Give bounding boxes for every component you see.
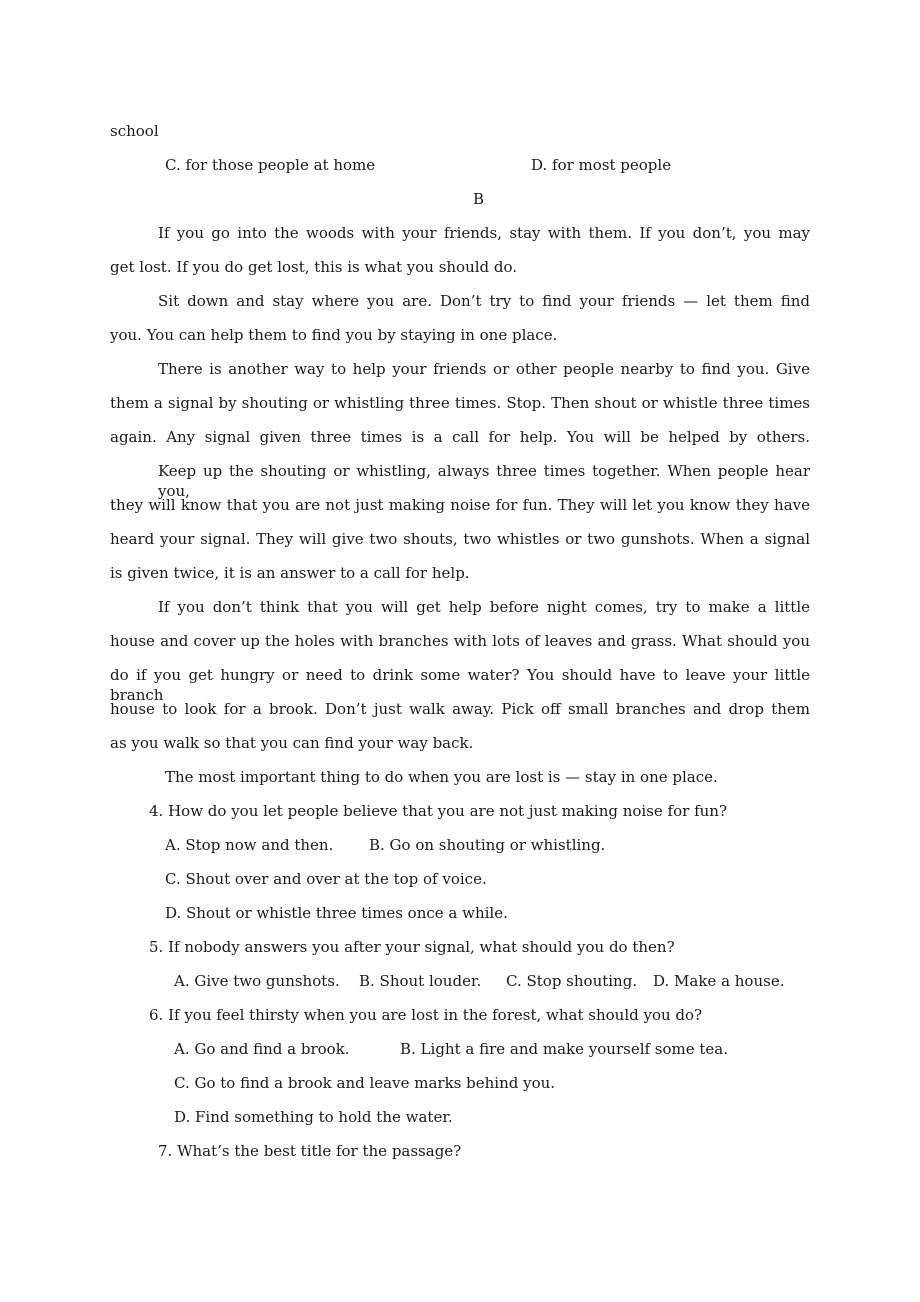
section-label: B [473,190,485,208]
passage-line: do if you get hungry or need to drink some water? You should have to leave your little branch [110,666,810,704]
q6-option-b: B. Light a fire and make yourself some tea. [400,1040,729,1058]
q5-option-a: A. Give two gunshots. [174,972,340,990]
passage-line: them a signal by shouting or whistling three times. Stop. Then shout or whistle three times [110,394,810,412]
q4-option-a: A. Stop now and then. [165,836,334,854]
q6-option-c: C. Go to find a brook and leave marks behind you. [174,1074,556,1092]
question-4: 4. How do you let people believe that you are not just making noise for fun? [149,802,727,820]
q6-option-a: A. Go and find a brook. [174,1040,350,1058]
question-7: 7. What’s the best title for the passage? [158,1142,462,1160]
q5-option-d: D. Make a house. [653,972,785,990]
passage-line: as you walk so that you can find your way back. [110,734,474,752]
question-5: 5. If nobody answers you after your signal, what should you do then? [149,938,675,956]
passage-line: you. You can help them to find you by staying in one place. [110,326,558,344]
passage-line: they will know that you are not just making noise for fun. They will let you know they have [110,496,810,514]
passage-line: Sit down and stay where you are. Don’t try to find your friends — let them find [158,292,810,310]
passage-line: house and cover up the holes with branches with lots of leaves and grass. What should you [110,632,810,650]
prev-continued-text: school [110,122,159,140]
q4-option-b: B. Go on shouting or whistling. [369,836,606,854]
passage-line: get lost. If you do get lost, this is what you should do. [110,258,518,276]
passage-line: heard your signal. They will give two shouts, two whistles or two gunshots. When a signal [110,530,810,548]
q4-option-d: D. Shout or whistle three times once a while. [165,904,508,922]
passage-line: is given twice, it is an answer to a call for help. [110,564,470,582]
passage-line: There is another way to help your friends or other people nearby to find you. Give [158,360,810,378]
q6-option-d: D. Find something to hold the water. [174,1108,453,1126]
q5-option-b: B. Shout louder. [359,972,482,990]
passage-line: The most important thing to do when you are lost is — stay in one place. [165,768,718,786]
q5-option-c: C. Stop shouting. [506,972,638,990]
passage-line: again. Any signal given three times is a call for help. You will be helped by others. [110,428,810,446]
prev-option-c: C. for those people at home [165,156,376,174]
passage-line: If you go into the woods with your friends, stay with them. If you don’t, you may [158,224,810,242]
passage-line: If you don’t think that you will get help before night comes, try to make a little [158,598,810,616]
prev-option-d: D. for most people [531,156,672,174]
passage-line: house to look for a brook. Don’t just walk away. Pick off small branches and drop them [110,700,810,718]
passage-line: Keep up the shouting or whistling, always three times together. When people hear you, [158,462,810,500]
q4-option-c: C. Shout over and over at the top of voice. [165,870,487,888]
question-6: 6. If you feel thirsty when you are lost in the forest, what should you do? [149,1006,703,1024]
